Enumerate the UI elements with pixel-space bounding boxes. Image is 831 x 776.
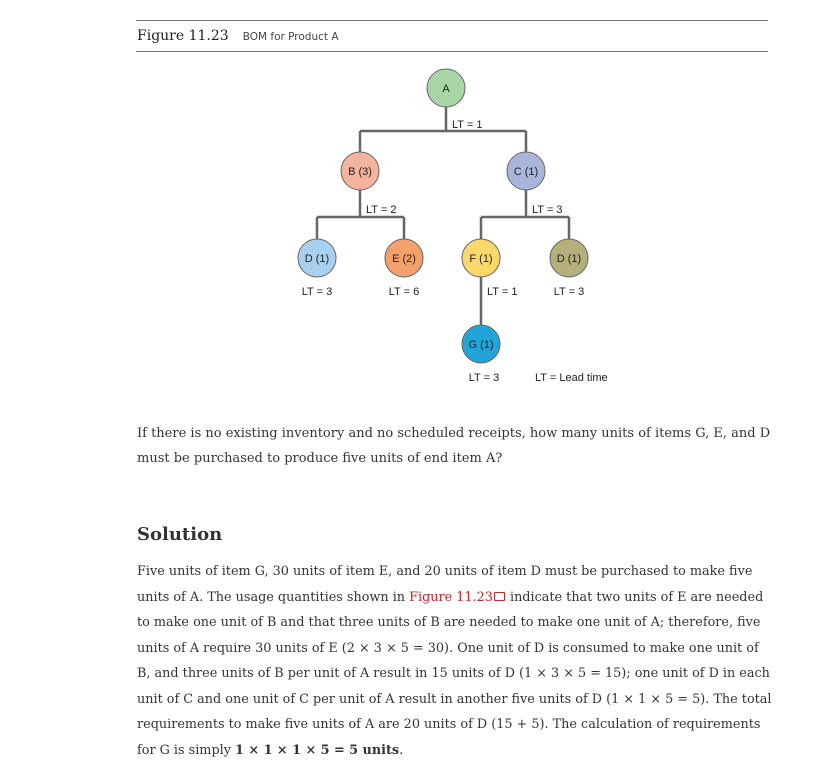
node-f xyxy=(462,239,500,277)
solution-heading: Solution xyxy=(137,524,223,545)
solution-part-7: . xyxy=(399,742,404,758)
node-g xyxy=(462,325,500,363)
lead-time-g: LT = 3 xyxy=(468,372,500,384)
math-e: E (2 × 3 × 5 = 30) xyxy=(328,640,450,656)
lead-time-d2: LT = 3 xyxy=(553,286,585,298)
node-e xyxy=(385,239,423,277)
solution-part-4: ; one unit of D in each unit of C and one unit of C per unit of A result in another five units of xyxy=(137,666,770,707)
node-e-label: E (2) xyxy=(392,253,416,265)
figure-number: Figure 11.23 xyxy=(137,28,229,44)
math-d-total: D (15 + 5) xyxy=(476,717,545,732)
solution-part-5: . The total requirements to make five units of A are 20 units of xyxy=(137,691,772,732)
external-link-icon[interactable] xyxy=(494,592,505,601)
solution-part-3: . One unit of D is consumed to make one unit of B, and three units of B per unit of A result in 15 units of xyxy=(137,640,759,681)
node-d1-label: D (1) xyxy=(304,253,330,265)
figure-title: BOM for Product A xyxy=(242,31,339,43)
node-f-label: F (1) xyxy=(469,253,493,265)
lead-time-a: LT = 1 xyxy=(452,119,483,131)
solution-text xyxy=(137,559,773,763)
node-b xyxy=(341,152,379,190)
node-b-label: B (3) xyxy=(348,166,372,178)
math-d-c: D (1 × 1 × 5 = 5) xyxy=(591,691,706,707)
solution-part-1: Five units of item G, 30 units of item E, and 20 units of item D must be purchased to make five units of A. The usage quantities shown in xyxy=(137,564,753,605)
lead-time-d1: LT = 3 xyxy=(301,286,333,298)
lead-time-e: LT = 6 xyxy=(388,286,420,298)
node-a xyxy=(427,69,465,107)
node-c-label: C (1) xyxy=(513,166,539,178)
math-d-b: D (1 × 3 × 5 = 15) xyxy=(504,666,627,681)
lead-time-legend: LT = Lead time xyxy=(535,372,608,384)
node-a-label: A xyxy=(442,83,450,95)
node-d2 xyxy=(550,239,588,277)
lead-time-c: LT = 3 xyxy=(532,204,563,216)
node-c xyxy=(507,152,545,190)
node-g-label: G (1) xyxy=(468,339,494,351)
solution-part-6: . The calculation of requirements for G is simply xyxy=(137,717,761,758)
node-d2-label: D (1) xyxy=(556,253,582,265)
solution-part-2: indicate that two units of E are needed to make one unit of B and that three units of B are needed to make one unit of A; therefore, five units of A require 30 units of xyxy=(137,589,764,656)
node-d1 xyxy=(298,239,336,277)
figure-link[interactable]: Figure 11.23 xyxy=(409,589,493,605)
math-g: 1 × 1 × 1 × 5 = 5 units xyxy=(235,742,400,758)
lead-time-f: LT = 1 xyxy=(487,286,518,298)
question-text: If there is no existing inventory and no scheduled receipts, how many units of items G, E, and D must be purchased to produce five units of end item A? xyxy=(137,426,771,466)
lead-time-b: LT = 2 xyxy=(366,204,397,216)
